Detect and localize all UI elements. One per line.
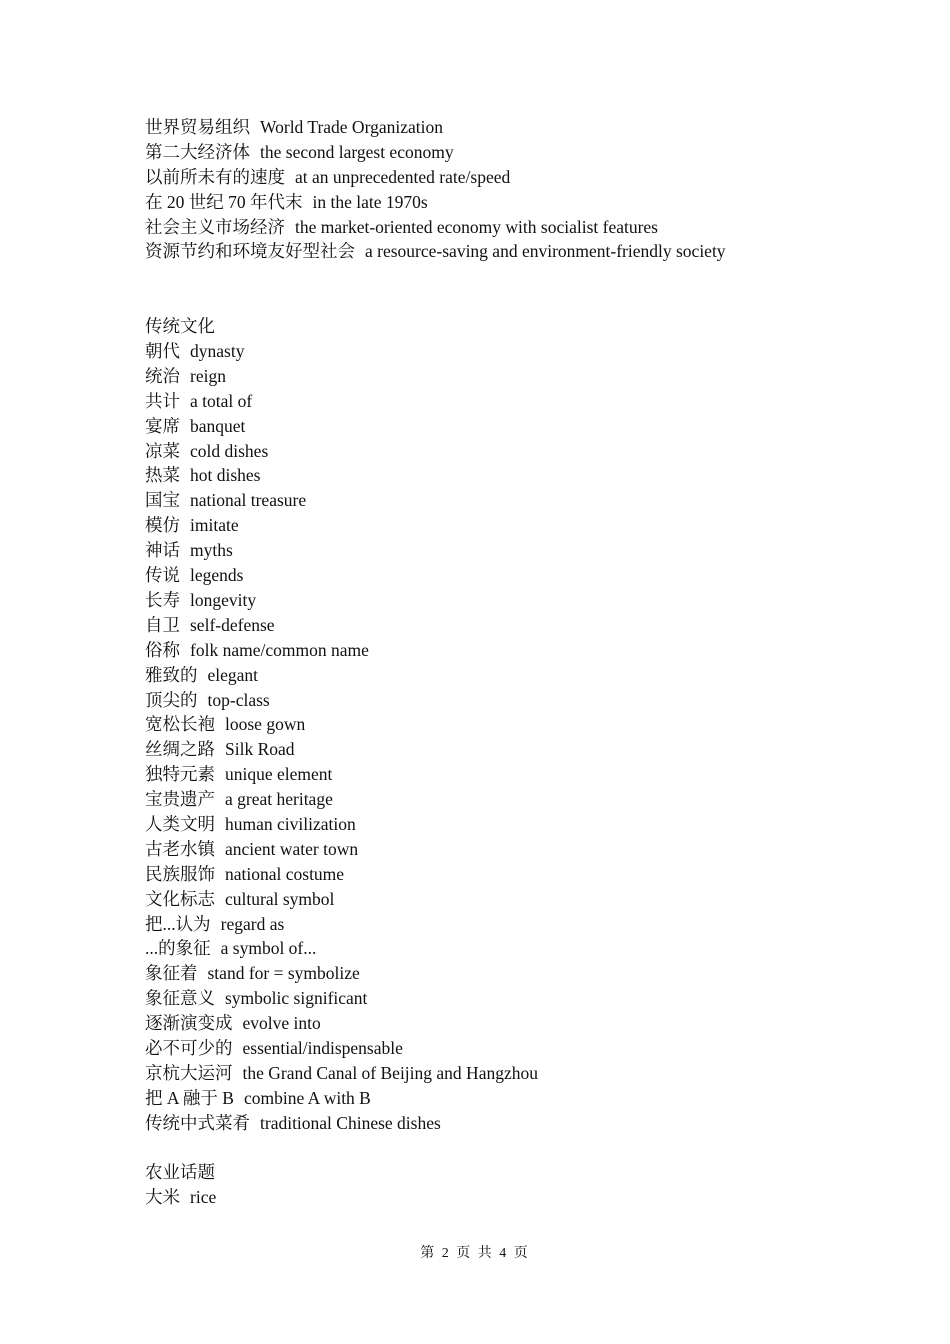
term-english: banquet <box>190 415 246 436</box>
document-content <box>145 115 905 1210</box>
term-chinese: 社会主义市场经济 <box>145 216 285 237</box>
term-english: the market-oriented economy with socialist features <box>295 216 658 237</box>
section-spacer <box>145 264 905 314</box>
term-english: legends <box>190 565 244 586</box>
term-english: a total of <box>190 390 253 411</box>
term-line <box>145 762 905 787</box>
term-english: the Grand Canal of Beijing and Hangzhou <box>242 1062 538 1083</box>
term-english: loose gown <box>225 714 306 735</box>
term-chinese: 朝代 <box>145 341 180 362</box>
term-chinese: 顶尖的 <box>145 689 198 710</box>
term-english: reign <box>190 365 226 386</box>
term-chinese: 宽松长袍 <box>145 714 215 735</box>
term-line <box>145 1011 905 1036</box>
term-chinese: 人类文明 <box>145 813 215 834</box>
term-chinese: 传统中式菜肴 <box>145 1112 250 1133</box>
term-line <box>145 115 905 140</box>
term-line <box>145 712 905 737</box>
term-english: unique element <box>225 764 333 785</box>
term-chinese: 宴席 <box>145 415 180 436</box>
culture-term-list <box>145 339 905 1136</box>
term-chinese: 统治 <box>145 365 180 386</box>
term-line <box>145 862 905 887</box>
term-line <box>145 1185 905 1210</box>
term-chinese: 象征意义 <box>145 988 215 1009</box>
term-chinese: 世界贸易组织 <box>145 117 250 137</box>
section-heading: 农业话题 <box>145 1162 215 1183</box>
term-chinese: 独特元素 <box>145 764 215 785</box>
term-line <box>145 488 905 513</box>
term-english: traditional Chinese dishes <box>260 1112 441 1133</box>
term-english: elegant <box>207 664 259 685</box>
term-chinese: 共计 <box>145 390 180 411</box>
term-line <box>145 463 905 488</box>
term-line <box>145 1061 905 1086</box>
term-english: hot dishes <box>190 465 261 486</box>
term-chinese: 传说 <box>145 565 180 586</box>
term-line <box>145 339 905 364</box>
term-english: evolve into <box>242 1013 321 1034</box>
term-english: longevity <box>190 589 257 610</box>
term-english: dynasty <box>190 341 245 362</box>
term-chinese: 逐渐演变成 <box>145 1013 233 1034</box>
term-english: ancient water town <box>225 838 359 859</box>
term-english: essential/indispensable <box>242 1037 403 1058</box>
term-chinese: 俗称 <box>145 639 180 660</box>
term-line <box>145 737 905 762</box>
term-english: combine A with B <box>243 1087 371 1108</box>
term-line <box>145 1036 905 1061</box>
term-line <box>145 688 905 713</box>
term-english: a symbol of... <box>220 938 317 959</box>
term-line <box>145 439 905 464</box>
term-english: myths <box>190 540 233 561</box>
term-line <box>145 239 905 264</box>
section-spacer <box>145 1136 905 1161</box>
term-english: top-class <box>207 689 270 710</box>
term-line <box>145 190 905 215</box>
economy-term-list <box>145 115 905 264</box>
agriculture-term-list <box>145 1185 905 1210</box>
term-english: folk name/common name <box>190 639 369 660</box>
term-line <box>145 837 905 862</box>
term-line <box>145 563 905 588</box>
term-english: self-defense <box>190 614 275 635</box>
term-chinese: 宝贵遗产 <box>145 789 215 810</box>
term-line <box>145 638 905 663</box>
term-chinese: 在 20 世纪 70 年代末 <box>145 191 303 212</box>
term-chinese: 国宝 <box>145 490 180 511</box>
term-line <box>145 215 905 240</box>
term-chinese: 文化标志 <box>145 888 215 909</box>
term-line <box>145 986 905 1011</box>
term-english: at an unprecedented rate/speed <box>295 166 511 187</box>
term-english: cultural symbol <box>225 888 335 909</box>
agriculture-section <box>145 1160 905 1210</box>
term-line <box>145 1086 905 1111</box>
term-chinese: 长寿 <box>145 589 180 610</box>
term-english: a great heritage <box>225 789 333 810</box>
term-line <box>145 887 905 912</box>
term-line <box>145 1111 905 1136</box>
term-line <box>145 414 905 439</box>
term-line <box>145 613 905 638</box>
term-english: human civilization <box>225 813 356 834</box>
page-footer: 第 2 页 共 4 页 <box>420 1246 530 1261</box>
term-english: a resource-saving and environment-friendly society <box>365 241 726 262</box>
term-english: symbolic significant <box>225 988 368 1009</box>
term-chinese: ...的象征 <box>145 938 211 959</box>
term-chinese: 大米 <box>145 1187 180 1208</box>
term-chinese: 象征着 <box>145 963 198 984</box>
term-chinese: 京杭大运河 <box>145 1062 233 1083</box>
term-chinese: 第二大经济体 <box>145 141 250 162</box>
term-english: national costume <box>225 863 345 884</box>
term-english: imitate <box>190 515 239 536</box>
term-line <box>145 936 905 961</box>
term-line <box>145 165 905 190</box>
term-chinese: 资源节约和环境友好型社会 <box>145 241 355 262</box>
term-chinese: 民族服饰 <box>145 863 215 884</box>
term-chinese: 把...认为 <box>145 913 211 934</box>
term-chinese: 丝绸之路 <box>145 739 215 760</box>
term-line <box>145 389 905 414</box>
term-chinese: 古老水镇 <box>145 838 215 859</box>
term-line <box>145 140 905 165</box>
term-english: in the late 1970s <box>312 191 428 212</box>
term-english: rice <box>190 1187 217 1208</box>
term-line <box>145 588 905 613</box>
term-chinese: 自卫 <box>145 614 180 635</box>
term-chinese: 雅致的 <box>145 664 198 685</box>
section-heading: 传统文化 <box>145 316 215 337</box>
term-english: regard as <box>220 913 285 934</box>
term-line <box>145 538 905 563</box>
term-line <box>145 812 905 837</box>
term-chinese: 凉菜 <box>145 440 180 461</box>
term-english: World Trade Organization <box>260 117 443 137</box>
term-line <box>145 912 905 937</box>
term-english: stand for = symbolize <box>207 963 360 984</box>
term-english: cold dishes <box>190 440 269 461</box>
term-chinese: 必不可少的 <box>145 1037 233 1058</box>
term-line <box>145 787 905 812</box>
term-chinese: 热菜 <box>145 465 180 486</box>
term-line <box>145 513 905 538</box>
term-chinese: 模仿 <box>145 515 180 536</box>
term-english: national treasure <box>190 490 307 511</box>
term-line <box>145 364 905 389</box>
term-english: the second largest economy <box>260 141 454 162</box>
term-english: Silk Road <box>225 739 295 760</box>
term-line <box>145 663 905 688</box>
culture-section <box>145 314 905 1135</box>
term-chinese: 把 A 融于 B <box>145 1087 234 1108</box>
term-chinese: 以前所未有的速度 <box>145 166 285 187</box>
term-chinese: 神话 <box>145 540 180 561</box>
term-line <box>145 961 905 986</box>
